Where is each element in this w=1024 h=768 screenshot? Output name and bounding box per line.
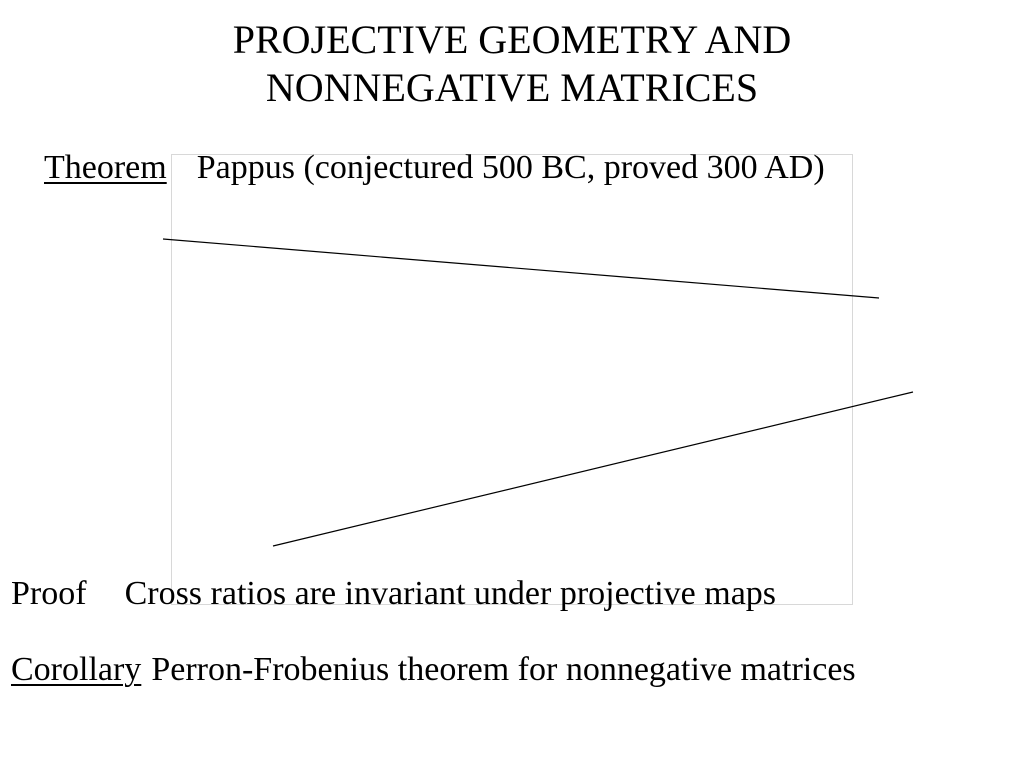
theorem-text: Pappus (conjectured 500 BC, proved 300 AD) — [196, 149, 825, 186]
slide-title — [0, 16, 1024, 112]
corollary-statement — [11, 650, 856, 690]
proof-text: Cross ratios are invariant under projective maps — [124, 575, 777, 612]
pappus-figure-frame — [171, 154, 853, 605]
proof-statement — [11, 574, 776, 614]
title-line-1: PROJECTIVE GEOMETRY AND — [232, 17, 792, 62]
corollary-text: Perron-Frobenius theorem for nonnegative matrices — [151, 651, 856, 688]
title-line-2: NONNEGATIVE MATRICES — [265, 65, 759, 110]
theorem-statement — [44, 148, 825, 188]
proof-label: Proof — [11, 575, 87, 612]
corollary-label: Corollary — [11, 651, 142, 688]
theorem-label: Theorem — [44, 149, 167, 186]
